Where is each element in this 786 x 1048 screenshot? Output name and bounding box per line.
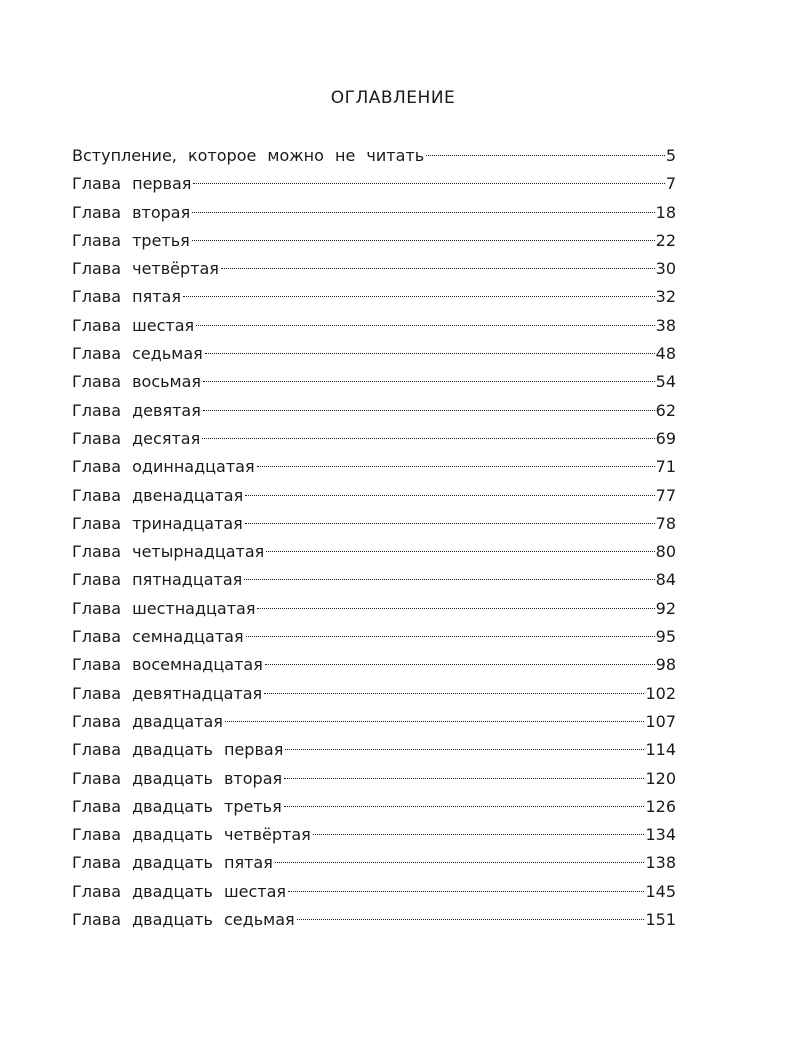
toc-entry-title: Глава двадцать шестая — [72, 881, 287, 901]
toc-dot-leader — [183, 296, 655, 297]
toc-dot-leader — [426, 155, 665, 156]
toc-entry-title: Глава двадцать вторая — [72, 768, 283, 788]
toc-page-number: 151 — [645, 910, 676, 930]
toc-dot-leader — [225, 721, 645, 722]
toc-dot-leader — [257, 466, 655, 467]
toc-entry-title: Глава двадцать пятая — [72, 853, 273, 873]
toc-entry — [72, 510, 676, 538]
toc-entry-title: Глава восьмая — [72, 372, 202, 392]
toc-entry-title: Глава двадцать третья — [72, 796, 282, 816]
toc-entry-title: Глава семнадцатая — [72, 627, 244, 647]
toc-dot-leader — [192, 240, 655, 241]
toc-page-number: 95 — [655, 627, 676, 647]
toc-page-number: 145 — [645, 881, 676, 901]
toc-entry — [72, 425, 676, 453]
toc-entry — [72, 595, 676, 623]
toc-page-number: 62 — [655, 400, 676, 420]
toc-dot-leader — [266, 551, 654, 552]
toc-page-number: 32 — [655, 287, 676, 307]
toc-page-number: 80 — [655, 542, 676, 562]
toc-dot-leader — [193, 183, 664, 184]
toc-page-number: 98 — [655, 655, 676, 675]
toc-entry-title: Глава четырнадцатая — [72, 542, 265, 562]
toc-entry-title: Глава тринадцатая — [72, 513, 243, 533]
toc-entry — [72, 849, 676, 877]
toc-page-number: 54 — [655, 372, 676, 392]
toc-entry — [72, 283, 676, 311]
toc-entry-title: Глава десятая — [72, 428, 201, 448]
toc-dot-leader — [313, 834, 645, 835]
toc-page-number: 7 — [665, 174, 676, 194]
toc-entry — [72, 538, 676, 566]
toc-entry — [72, 199, 676, 227]
toc-page-number: 38 — [655, 315, 676, 335]
toc-dot-leader — [265, 664, 655, 665]
toc-page-number: 77 — [655, 485, 676, 505]
toc-list — [72, 142, 676, 934]
toc-entry-title: Глава двадцать первая — [72, 740, 284, 760]
toc-page-number: 92 — [655, 598, 676, 618]
toc-dot-leader — [284, 778, 644, 779]
toc-dot-leader — [285, 749, 644, 750]
toc-entry — [72, 368, 676, 396]
toc-entry-title: Глава восемнадцатая — [72, 655, 263, 675]
toc-page-number: 134 — [645, 825, 676, 845]
toc-dot-leader — [202, 438, 654, 439]
toc-page-number: 5 — [665, 146, 676, 165]
toc-entry — [72, 793, 676, 821]
toc-entry — [72, 878, 676, 906]
toc-entry-title: Глава двадцать седьмая — [72, 910, 295, 930]
toc-entry-title: Глава пятнадцатая — [72, 570, 243, 590]
toc-entry-title: Глава двадцать четвёртая — [72, 825, 311, 845]
toc-entry — [72, 397, 676, 425]
toc-entry-title: Глава четвёртая — [72, 259, 219, 279]
toc-dot-leader — [275, 862, 645, 863]
toc-entry — [72, 142, 676, 170]
toc-dot-leader — [192, 212, 654, 213]
toc-entry — [72, 708, 676, 736]
toc-dot-leader — [244, 579, 654, 580]
toc-entry-title: Глава двенадцатая — [72, 485, 244, 505]
toc-entry-title: Глава вторая — [72, 202, 191, 222]
toc-page-number: 126 — [645, 796, 676, 816]
toc-entry-title: Глава одиннадцатая — [72, 457, 255, 477]
toc-heading: ОГЛАВЛЕНИЕ — [330, 88, 456, 108]
toc-page-number: 71 — [655, 457, 676, 477]
toc-page-number: 84 — [655, 570, 676, 590]
toc-entry — [72, 170, 676, 198]
toc-page-number: 18 — [655, 202, 676, 222]
toc-entry-title: Глава третья — [72, 230, 190, 250]
toc-page-number: 107 — [645, 711, 676, 731]
toc-page-number: 22 — [655, 230, 676, 250]
toc-entry — [72, 566, 676, 594]
toc-entry — [72, 906, 676, 934]
toc-entry — [72, 453, 676, 481]
toc-page-number: 120 — [645, 768, 676, 788]
toc-dot-leader — [205, 353, 655, 354]
toc-entry — [72, 680, 676, 708]
toc-entry — [72, 765, 676, 793]
toc-entry — [72, 227, 676, 255]
toc-page-number: 114 — [645, 740, 676, 760]
toc-entry-title: Глава первая — [72, 174, 192, 194]
toc-dot-leader — [257, 608, 654, 609]
toc-dot-leader — [284, 806, 645, 807]
toc-entry-title: Глава двадцатая — [72, 711, 223, 731]
toc-dot-leader — [297, 919, 645, 920]
toc-page-number: 138 — [645, 853, 676, 873]
toc-entry — [72, 482, 676, 510]
toc-page-number: 102 — [645, 683, 676, 703]
toc-entry-title: Глава девятнадцатая — [72, 683, 263, 703]
toc-entry-title: Глава седьмая — [72, 344, 203, 364]
toc-page-number: 30 — [655, 259, 676, 279]
toc-entry — [72, 821, 676, 849]
toc-dot-leader — [203, 381, 655, 382]
toc-entry-title: Глава шестнадцатая — [72, 598, 256, 618]
toc-entry-title: Глава девятая — [72, 400, 201, 420]
toc-page-number: 69 — [655, 428, 676, 448]
toc-dot-leader — [245, 523, 655, 524]
toc-entry — [72, 255, 676, 283]
toc-page-number: 78 — [655, 513, 676, 533]
toc-entry — [72, 312, 676, 340]
toc-dot-leader — [264, 693, 644, 694]
toc-dot-leader — [288, 891, 644, 892]
toc-dot-leader — [246, 636, 655, 637]
toc-dot-leader — [196, 325, 655, 326]
toc-page-number: 48 — [655, 344, 676, 364]
toc-dot-leader — [221, 268, 655, 269]
toc-entry — [72, 340, 676, 368]
toc-entry-title: Глава шестая — [72, 315, 195, 335]
toc-entry — [72, 623, 676, 651]
toc-entry — [72, 736, 676, 764]
toc-entry-title: Вступление, которое можно не читать — [72, 146, 425, 165]
toc-dot-leader — [245, 495, 654, 496]
toc-dot-leader — [203, 410, 655, 411]
toc-entry — [72, 651, 676, 679]
toc-entry-title: Глава пятая — [72, 287, 181, 307]
